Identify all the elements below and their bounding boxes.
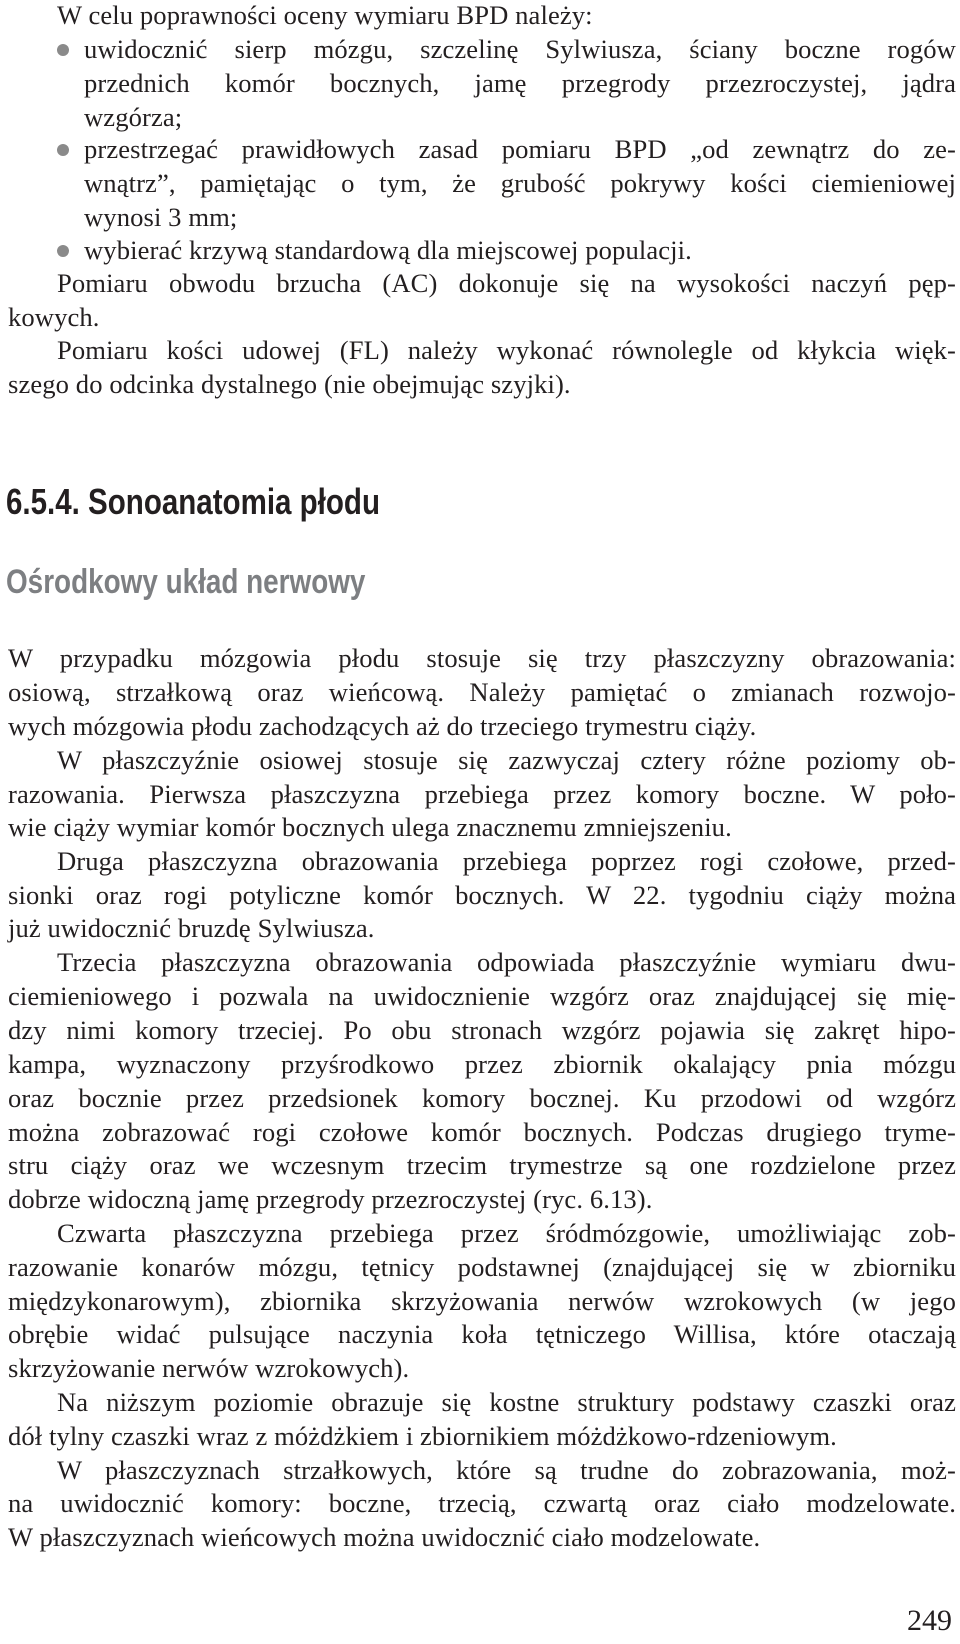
s-p4-line-3: dzy nimi komory trzeciej. Po obu stronach wzgórz pojawia się zakręt hipo- — [8, 1015, 956, 1045]
intro-p2-line-1: Pomiaru kości udowej (FL) należy wykonać równolegle od kłykcia więk- — [57, 335, 956, 365]
s-p5-line-5: skrzyżowanie nerwów wzrokowych). — [8, 1353, 410, 1383]
bullet-2-line-1: przestrzegać prawidłowych zasad pomiaru BPD „od zewnątrz do ze- — [84, 134, 956, 164]
bullet-1-line-1: uwidocznić sierp mózgu, szczelinę Sylwiusza, ściany boczne rogów — [84, 34, 956, 64]
s-p2-line-2: razowania. Pierwsza płaszczyzna przebiega przez komory boczne. W poło- — [8, 779, 956, 809]
bullet-dot — [57, 245, 69, 257]
s-p4-line-8: dobrze widoczną jamę przegrody przezroczystej (ryc. 6.13). — [8, 1184, 653, 1214]
s-p6-line-2: dół tylny czaszki wraz z móżdżkiem i zbiornikiem móżdżkowo-rdzeniowym. — [8, 1421, 837, 1451]
bullet-dot — [57, 44, 69, 56]
s-p1-line-1: W przypadku mózgowia płodu stosuje się trzy płaszczyzny obrazowania: — [8, 643, 956, 673]
section-heading: 6.5.4. Sonoanatomia płodu — [6, 481, 380, 522]
subsection-heading: Ośrodkowy układ nerwowy — [6, 563, 366, 601]
bullet-1-line-2: przednich komór bocznych, jamę przegrody przezroczystej, jądra — [84, 68, 956, 98]
bullet-2-line-3: wynosi 3 mm; — [84, 202, 238, 232]
s-p4-line-5: oraz bocznie przez przedsionek komory bocznej. Ku przodowi od wzgórz — [8, 1083, 956, 1113]
s-p4-line-6: można zobrazować rogi czołowe komór bocznych. Podczas drugiego tryme- — [8, 1117, 956, 1147]
s-p2-line-3: wie ciąży wymiar komór bocznych ulega znacznemu zmniejszeniu. — [8, 812, 732, 842]
s-p4-line-2: ciemieniowego i pozwala na uwidocznienie wzgórz oraz znajdującej się mię- — [8, 981, 956, 1011]
s-p1-line-2: osiową, strzałkową oraz wieńcową. Należy pamiętać o zmianach rozwojo- — [8, 677, 956, 707]
intro-p2-line-2: szego do odcinka dystalnego (nie obejmując szyjki). — [8, 369, 571, 399]
intro-p1-line-1: Pomiaru obwodu brzucha (AC) dokonuje się na wysokości naczyń pęp- — [57, 268, 956, 298]
intro-lead: W celu poprawności oceny wymiaru BPD należy: — [57, 0, 593, 30]
page-number: 249 — [907, 1604, 952, 1637]
s-p5-line-4: obrębie widać pulsujące naczynia koła tętniczego Willisa, które otaczają — [8, 1319, 956, 1349]
s-p1-line-3: wych mózgowia płodu zachodzących aż do trzeciego trymestru ciąży. — [8, 711, 757, 741]
s-p4-line-4: kampa, wyznaczony przyśrodkowo przez zbiornik okalający pnia mózgu — [8, 1049, 956, 1079]
s-p4-line-7: stru ciąży oraz we wczesnym trzecim trymestrze są one rozdzielone przez — [8, 1150, 956, 1180]
s-p7-line-2: na uwidocznić komory: boczne, trzecią, czwartą oraz ciało modzelowate. — [8, 1488, 956, 1518]
bullet-dot — [57, 144, 69, 156]
s-p5-line-1: Czwarta płaszczyzna przebiega przez śródmózgowie, umożliwiając zob- — [57, 1218, 956, 1248]
s-p5-line-3: międzykonarowym), zbiornika skrzyżowania nerwów wzrokowych (w jego — [8, 1286, 956, 1316]
s-p2-line-1: W płaszczyźnie osiowej stosuje się zazwyczaj cztery różne poziomy ob- — [57, 745, 956, 775]
intro-p1-line-2: kowych. — [8, 302, 100, 332]
s-p6-line-1: Na niższym poziomie obrazuje się kostne struktury podstawy czaszki oraz — [57, 1387, 956, 1417]
bullet-1-line-3: wzgórza; — [84, 102, 183, 132]
s-p3-line-2: sionki oraz rogi potyliczne komór bocznych. W 22. tygodniu ciąży można — [8, 880, 956, 910]
bullet-3-line-1: wybierać krzywą standardową dla miejscowej populacji. — [84, 235, 692, 265]
bullet-2-line-2: wnątrz”, pamiętając o tym, że grubość pokrywy kości ciemieniowej — [84, 168, 956, 198]
s-p3-line-3: już uwidocznić bruzdę Sylwiusza. — [8, 913, 375, 943]
s-p5-line-2: razowanie konarów mózgu, tętnicy podstawnej (znajdującej się w zbiorniku — [8, 1252, 956, 1282]
s-p4-line-1: Trzecia płaszczyzna obrazowania odpowiada płaszczyźnie wymiaru dwu- — [57, 947, 956, 977]
s-p3-line-1: Druga płaszczyzna obrazowania przebiega poprzez rogi czołowe, przed- — [57, 846, 956, 876]
s-p8-line-1: W płaszczyznach wieńcowych można uwidocznić ciało modzelowate. — [8, 1522, 761, 1552]
s-p7-line-1: W płaszczyznach strzałkowych, które są trudne do zobrazowania, moż- — [57, 1455, 956, 1485]
